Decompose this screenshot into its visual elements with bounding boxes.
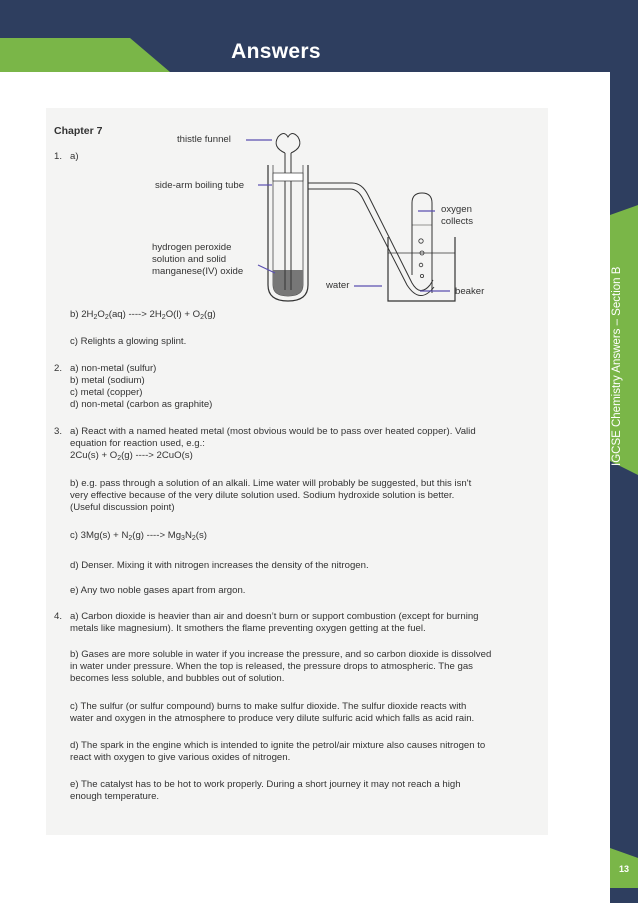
label-beaker: beaker	[455, 286, 485, 297]
label-h2o2-1: hydrogen peroxide	[152, 242, 232, 253]
side-tab-label: IGCSE Chemistry Answers – Section B	[611, 266, 623, 466]
delivery-tube	[308, 183, 433, 291]
question-number: 2.	[54, 363, 63, 374]
apparatus-diagram	[150, 125, 480, 305]
answer-3b-3: (Useful discussion point)	[70, 502, 175, 513]
answer-4e-2: enough temperature.	[70, 791, 160, 802]
answer-4b-1: b) Gases are more soluble in water if you increase the pressure, and so carbon dioxide is dissolved	[70, 649, 492, 660]
label-collects: collects	[441, 216, 473, 227]
gas-bubble	[419, 239, 423, 243]
pointer-h2o2	[258, 265, 275, 273]
answer-1c: c) Relights a glowing splint.	[70, 336, 187, 347]
page-title: Answers	[231, 40, 321, 63]
answer-4a-2: metals like magnesium). It smothers the flame preventing oxygen getting at the fuel.	[70, 623, 426, 634]
label-h2o2-3: manganese(IV) oxide	[152, 266, 244, 277]
equation-3a: $2Cu(s) + O_2(g)$ ----> 2CuO(s)	[70, 450, 193, 462]
page-number: 13	[618, 864, 629, 874]
answer-4b-3: becomes less soluble, and bubbles out of solution.	[70, 673, 285, 684]
stopper	[273, 173, 303, 181]
answer-2c: c) metal (copper)	[70, 387, 143, 398]
answer-4c-1: c) The sulfur (or sulfur compound) burns to make sulfur dioxide. The sulfur dioxide reacts with	[70, 701, 467, 712]
answer-2a: a) non-metal (sulfur)	[70, 363, 157, 374]
equation-1b: b) $2H_2O_2(aq)$ ----> $2H_2O(l) + O_2(g)$	[70, 309, 216, 321]
tube-contents	[273, 270, 303, 296]
answer-3d: d) Denser. Mixing it with nitrogen increases the density of the nitrogen.	[70, 560, 369, 571]
question-number: 3.	[54, 426, 63, 437]
question-number: 1.	[54, 151, 63, 162]
label-h2o2-2: solution and solid	[152, 254, 227, 265]
answer-3a-1: a) React with a named heated metal (most obvious would be to pass over heated copper). Valid	[70, 426, 476, 437]
answer-3a-2: equation for reaction used, e.g.:	[70, 438, 205, 449]
answer-3b-1: b) e.g. pass through a solution of an alkali. Lime water will probably be suggested, but this isn't	[70, 478, 472, 489]
answer-4d-2: react with oxygen to give various oxides of nitrogen.	[70, 752, 291, 763]
answer-4c-2: water and oxygen in the atmosphere to produce very dilute sulfuric acid which falls as acid rain.	[70, 713, 475, 724]
question-number: 4.	[54, 611, 63, 622]
label-thistle-funnel: thistle funnel	[177, 134, 231, 145]
chapter-heading: Chapter 7	[54, 125, 103, 137]
answer-4e-1: e) The catalyst has to be hot to work properly. During a short journey it may not reach a high	[70, 779, 461, 790]
label-water: water	[326, 280, 350, 291]
thistle-funnel-top	[276, 134, 300, 154]
answer-2b: b) metal (sodium)	[70, 375, 145, 386]
answer-2d: d) non-metal (carbon as graphite)	[70, 399, 213, 410]
answer-4d-1: d) The spark in the engine which is intended to ignite the petrol/air mixture also causes nitrogen to	[70, 740, 486, 751]
answer-4b-2: in water under pressure. When the top is released, the pressure drops to atmospheric. The gas	[70, 661, 473, 672]
answer-3b-2: very effective because of the very dilute solution used. Sodium hydroxide solution is better.	[70, 490, 455, 501]
gas-bubble	[419, 263, 423, 267]
answer-3e: e) Any two noble gases apart from argon.	[70, 585, 246, 596]
question-part: a)	[70, 151, 79, 162]
equation-3c: c) $3Mg(s) + N_2(g)$ ----> $Mg_3N_2(s)$	[70, 530, 207, 542]
gas-bubble	[420, 274, 423, 277]
label-oxygen: oxygen	[441, 204, 472, 215]
label-side-arm-tube: side-arm boiling tube	[155, 180, 245, 191]
answer-4a-1: a) Carbon dioxide is heavier than air and doesn’t burn or support combustion (except for burning	[70, 611, 479, 622]
